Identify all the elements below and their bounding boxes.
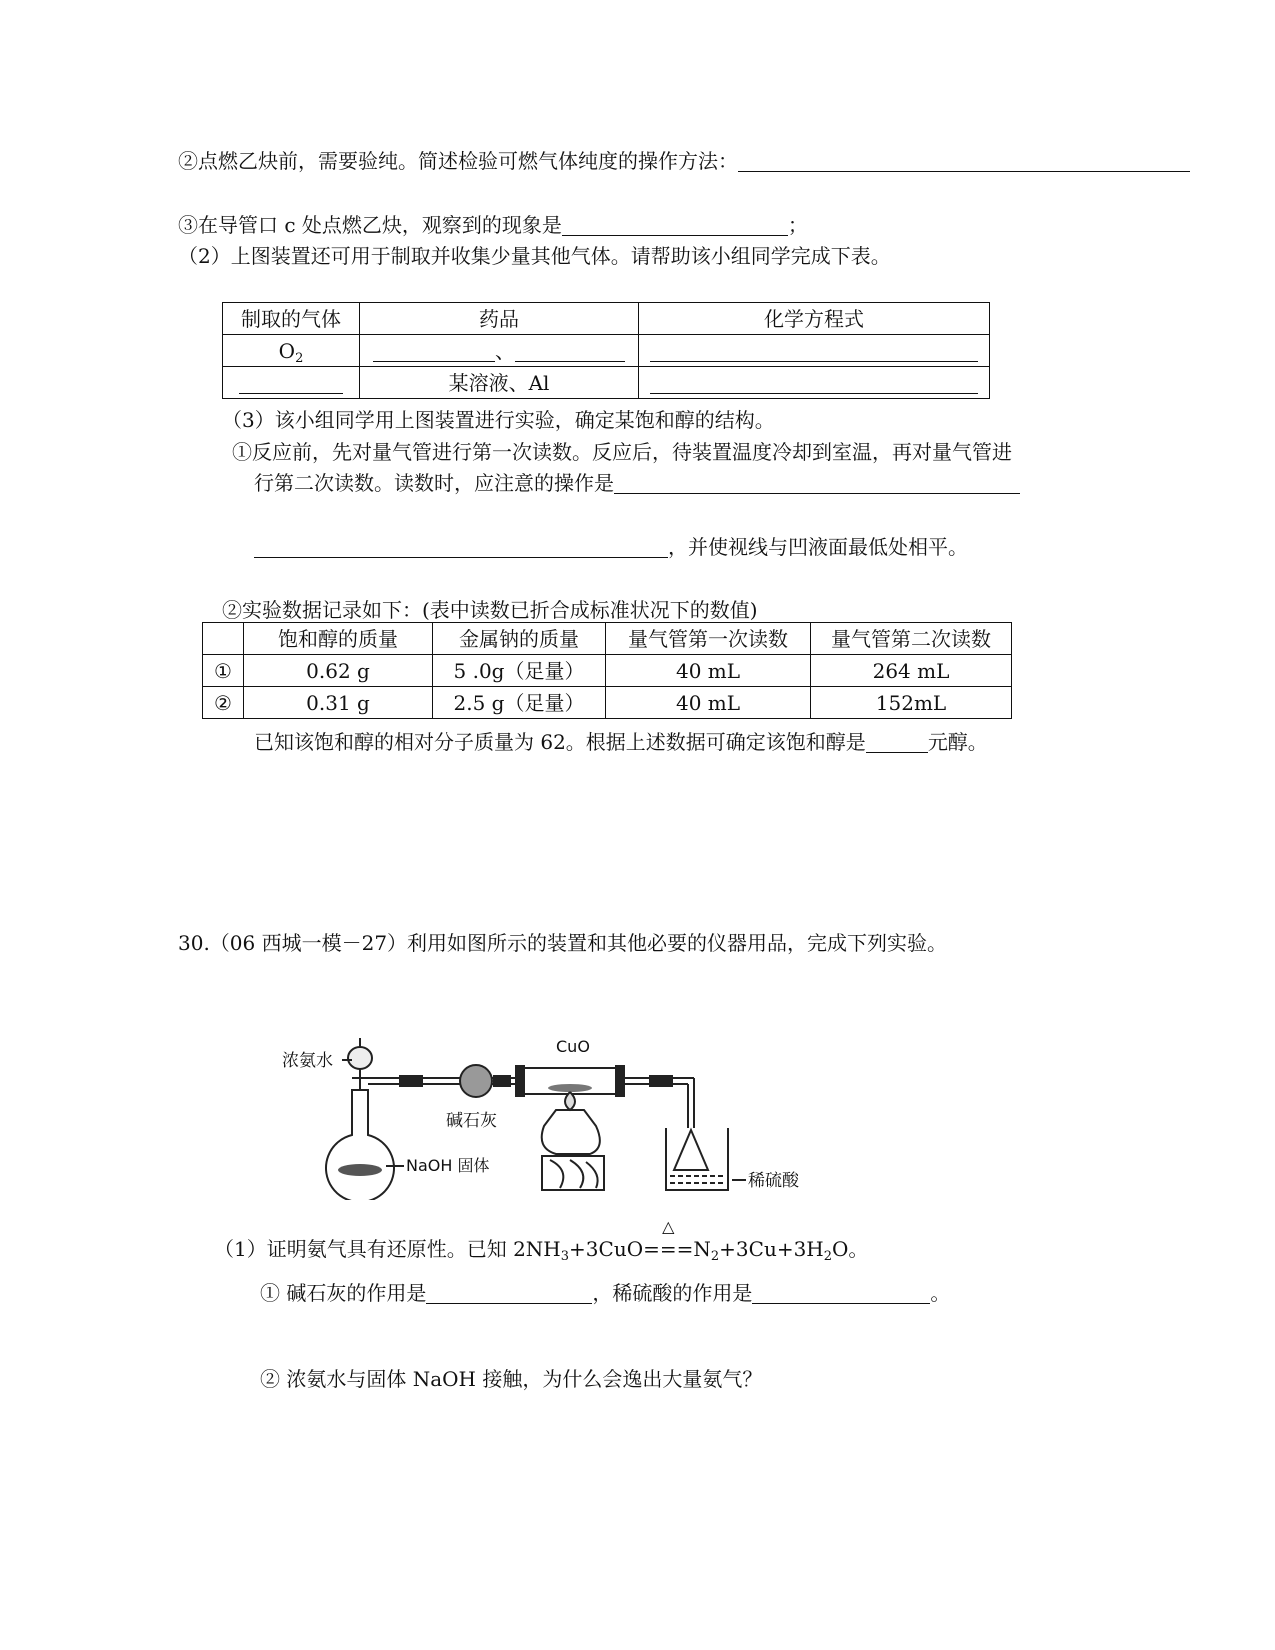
table-row [223,367,990,399]
header-second-reading: 量气管第二次读数 [811,623,1012,655]
question-3-line [178,212,808,238]
answer-blank[interactable] [650,373,978,394]
drying-tube [460,1065,492,1097]
answer-blank[interactable] [373,341,495,362]
label-soda-lime: 碱石灰 [446,1111,497,1131]
cell-reagent-blanks [360,335,639,367]
cell-equation-blank [639,335,990,367]
conclusion-line: 已知该饱和醇的相对分子质量为 62。根据上述数据可确定该饱和醇是 元醇。 [254,730,988,754]
semicolon: ； [787,213,808,237]
header-reagent: 药品 [360,303,639,335]
row-index: ① [203,655,244,687]
heating-delta-icon: △ [662,1217,675,1236]
label-cuo: CuO [556,1037,590,1056]
cell-second-reading: 152mL [811,687,1012,719]
header-first-reading: 量气管第一次读数 [606,623,811,655]
cell-gas-o2: $O_2$ [223,335,360,367]
question-2-text: ②点燃乙炔前，需要验纯。简述检验可燃气体纯度的操作方法： [178,149,738,173]
header-alcohol-mass: 饱和醇的质量 [244,623,433,655]
answer-blank[interactable] [239,373,343,394]
apparatus-diagram [280,1030,840,1200]
data-table [202,622,1012,719]
separator: 、 [495,338,515,363]
answer-blank[interactable] [866,732,928,753]
answer-blank[interactable] [426,1283,592,1304]
cell-sodium-mass: 2.5 g（足量） [433,687,606,719]
table-header-row [223,303,990,335]
cell-first-reading: 40 mL [606,687,811,719]
part-3-1-line-b: 行第二次读数。读数时，应注意的操作是 [254,470,1020,496]
part-3-2-heading: ②实验数据记录如下：(表中读数已折合成标准状况下的数值) [222,598,758,622]
question-30-title: 30.（06 西城一模－27）利用如图所示的装置和其他必要的仪器用品，完成下列实验。 [178,931,948,955]
label-acid: 稀硫酸 [748,1171,799,1191]
header-equation: 化学方程式 [639,303,990,335]
answer-blank[interactable] [254,537,668,558]
part-3-heading: （3）该小组同学用上图装置进行实验，确定某饱和醇的结构。 [222,408,775,432]
question-2-line [178,148,1190,174]
cell-alcohol-mass: 0.31 g [244,687,433,719]
separatory-funnel [348,1047,372,1069]
heating-equals-sign: △ === [643,1236,693,1262]
cell-first-reading: 40 mL [606,655,811,687]
part-2-heading: （2）上图装置还可用于制取并收集少量其他气体。请帮助该小组同学完成下表。 [178,244,891,268]
gas-table [222,302,990,399]
header-index [203,623,244,655]
table-row [223,335,990,367]
cell-sodium-mass: 5 .0g（足量） [433,655,606,687]
alcohol-lamp [542,1110,600,1154]
question-30-1-2-line: ② 浓氨水与固体 NaOH 接触，为什么会逸出大量氨气？ [260,1367,763,1391]
cell-gas-blank [223,367,360,399]
answer-blank[interactable] [562,215,788,236]
row-index: ② [203,687,244,719]
answer-blank[interactable] [650,341,978,362]
cell-alcohol-mass: 0.62 g [244,655,433,687]
cell-equation-blank [639,367,990,399]
label-ammonia: 浓氨水 [282,1051,333,1071]
part-3-1-line-a: ①反应前，先对量气管进行第一次读数。反应后，待装置温度冷却到室温，再对量气管进 [232,440,1012,464]
answer-blank[interactable] [738,151,1190,172]
header-sodium-mass: 金属钠的质量 [433,623,606,655]
header-gas: 制取的气体 [223,303,360,335]
table-row [203,687,1012,719]
cell-second-reading: 264 mL [811,655,1012,687]
table-header-row [203,623,1012,655]
question-30-1-1-line: ① 碱石灰的作用是 ，稀硫酸的作用是 。 [260,1281,951,1305]
answer-blank[interactable] [752,1283,930,1304]
part-3-1-line-c: ，并使视线与凹液面最低处相平。 [254,534,968,560]
answer-blank[interactable] [515,341,625,362]
question-3-text: ③在导管口 c 处点燃乙炔，观察到的现象是 [178,213,562,237]
round-bottom-flask [326,1090,394,1200]
label-naoh: NaOH 固体 [406,1156,490,1175]
question-30-1-line: （1）证明氨气具有还原性。已知 $2NH_3+3CuO$ △ $===N_2+3Cu+3H_2O$。 [214,1236,868,1262]
cell-reagent-al: 某溶液、Al [360,367,639,399]
table-row [203,655,1012,687]
beaker [666,1128,728,1190]
answer-blank[interactable] [614,473,1020,494]
